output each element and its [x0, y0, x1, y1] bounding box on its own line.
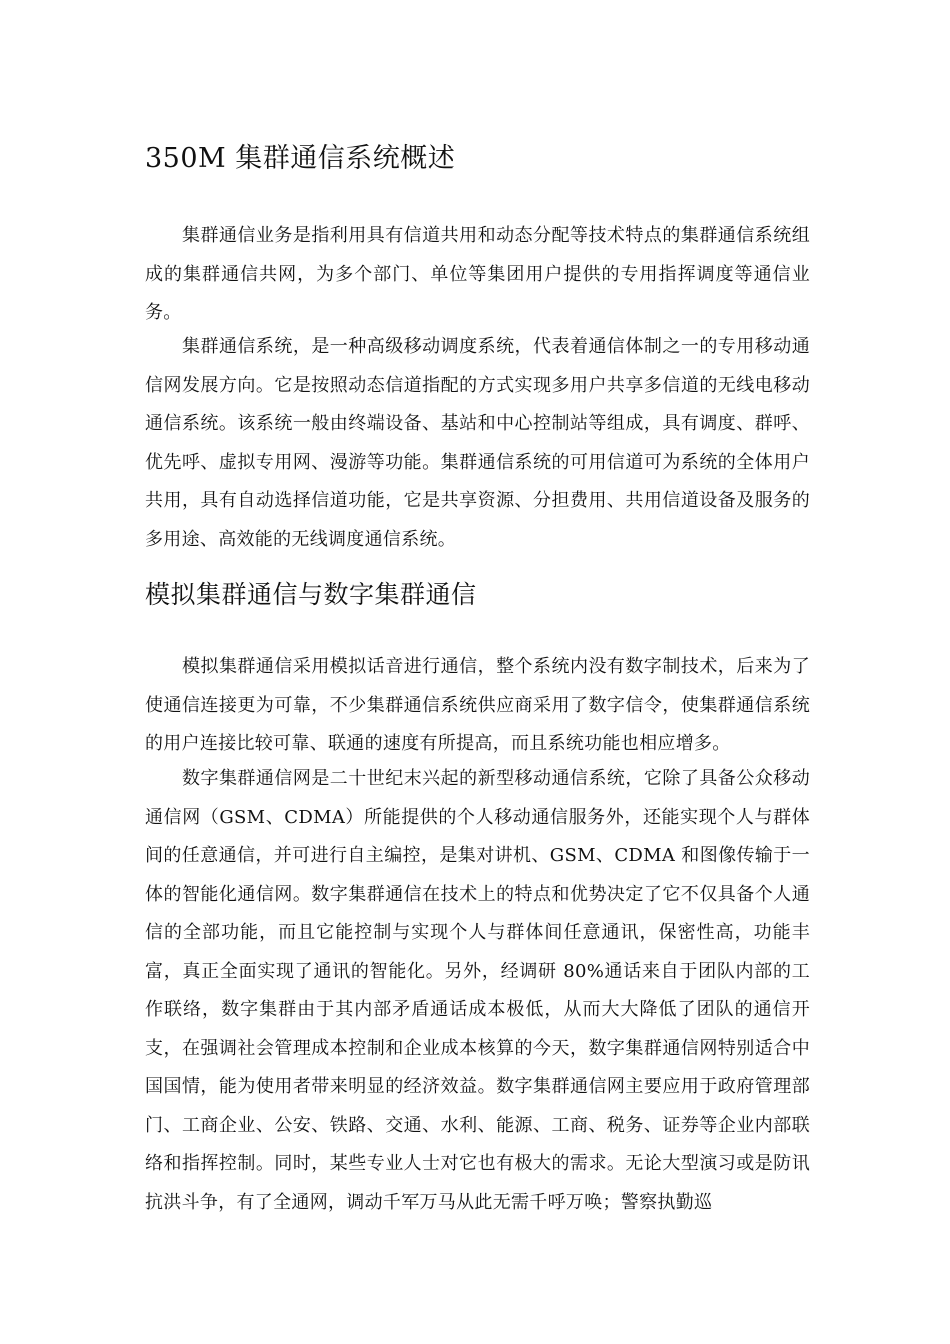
paragraph-digital-trunking: 数字集群通信网是二十世纪末兴起的新型移动通信系统，它除了具备公众移动通信网（GSM、CDMA）所能提供的个人移动通信服务外，还能实现个人与群体间的任意通信，并可进行自主编控，是集对讲机、GSM、CDMA 和图像传输于一体的智能化通信网。数字集群通信在技术上的特点和优势决定了它不仅具备个人通信的全部功能，而且它能控制与实现个人与群体间任意通讯，保密性高，功能丰富，真正全面实现了通讯的智能化。另外，经调研 80%通话来自于团队内部的工作联络，数字集群由于其内部矛盾通话成本极低，从而大大降低了团队的通信开支，在强调社会管理成本控制和企业成本核算的今天，数字集群通信网特别适合中国国情，能为使用者带来明显的经济效益。数字集群通信网主要应用于政府管理部门、工商企业、公安、铁路、交通、水利、能源、工商、税务、证券等企业内部联络和指挥控制。同时，某些专业人士对它也有极大的需求。无论大型演习或是防讯抗洪斗争，有了全通网，调动千军万马从此无需千呼万唤；警察执勤巡 [145, 768, 810, 1213]
section-heading-overview: 350M 集群通信系统概述 [145, 143, 456, 174]
section-heading-analog-digital: 模拟集群通信与数字集群通信 [145, 580, 477, 609]
paragraph-trunking-service: 集群通信业务是指利用具有信道共用和动态分配等技术特点的集群通信系统组成的集群通信共网，为多个部门、单位等集团用户提供的专用指挥调度等通信业务。 [145, 225, 810, 323]
paragraph-trunking-system: 集群通信系统，是一种高级移动调度系统，代表着通信体制之一的专用移动通信网发展方向。它是按照动态信道指配的方式实现多用户共享多信道的无线电移动通信系统。该系统一般由终端设备、基站和中心控制站等组成，具有调度、群呼、优先呼、虚拟专用网、漫游等功能。集群通信系统的可用信道可为系统的全体用户共用，具有自动选择信道功能，它是共享资源、分担费用、共用信道设备及服务的多用途、高效能的无线调度通信系统。 [145, 336, 810, 550]
paragraph-analog-trunking: 模拟集群通信采用模拟话音进行通信，整个系统内没有数字制技术，后来为了使通信连接更为可靠，不少集群通信系统供应商采用了数字信令，使集群通信系统的用户连接比较可靠、联通的速度有所提高，而且系统功能也相应增多。 [145, 656, 810, 754]
